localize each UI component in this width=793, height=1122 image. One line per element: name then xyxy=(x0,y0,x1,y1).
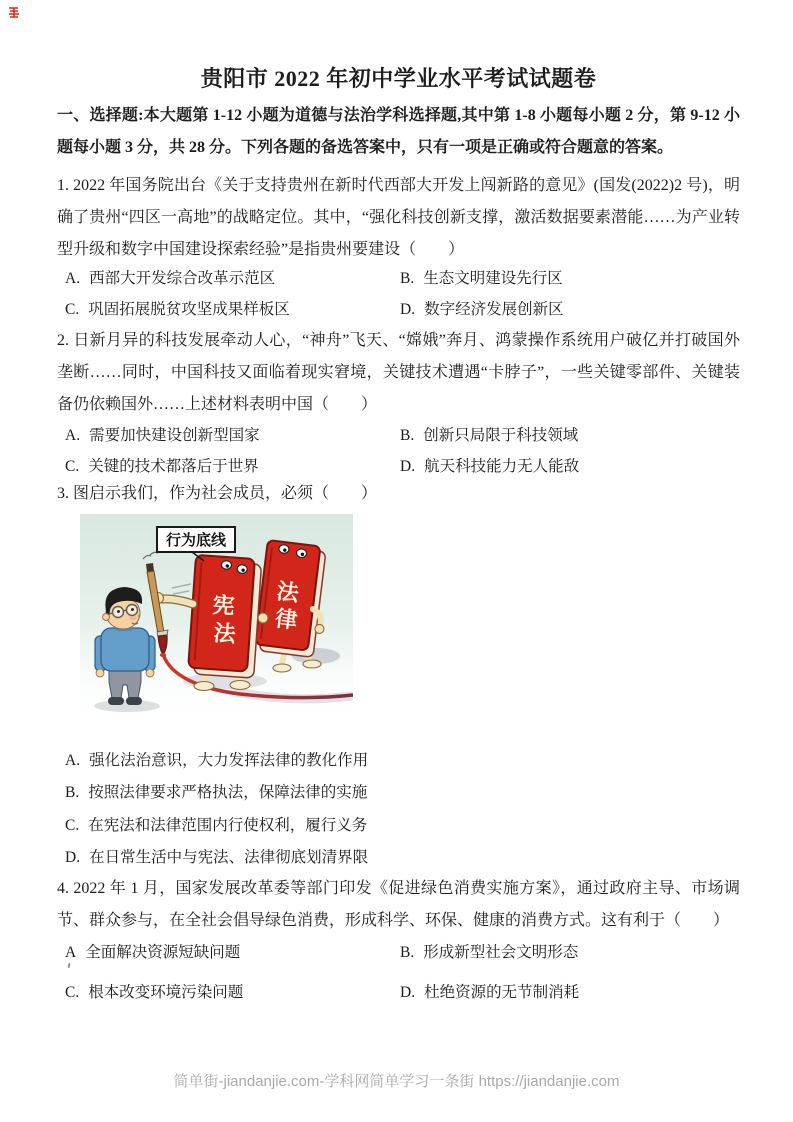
option-b: B. 形成新型社会文明形态 xyxy=(400,944,579,961)
option-d: D. 航天科技能力无人能敌 xyxy=(400,458,580,475)
question-3-options xyxy=(57,745,748,874)
option-b: B. 生态文明建设先行区 xyxy=(400,270,563,287)
question-4-stem: 4. 2022 年 1 月，国家发展改革委等部门印发《促进绿色消费实施方案》，通过政府主导、市场调节、群众参与，在全社会倡导绿色消费，形成科学、环保、健康的消费方式。这有利于（ ） xyxy=(57,880,740,929)
option-b: B. 按照法律要求严格执法，保障法律的实施 xyxy=(65,784,368,802)
question-4-options xyxy=(57,937,748,1008)
option-d: D. 杜绝资源的无节制消耗 xyxy=(400,984,580,1001)
watermark-footer: 简单街-jiandanjie.com-学科网简单学习一条街 https://jiandanjie.com xyxy=(173,1073,620,1090)
option-a: A. 需要加快建设创新型国家 xyxy=(65,427,260,444)
option-d: D. 在日常生活中与宪法、法律彻底划清界限 xyxy=(65,848,369,866)
option-b: B. 创新只局限于科技领域 xyxy=(400,427,579,444)
option-a: A. 西部大开发综合改革示范区 xyxy=(65,270,276,287)
callout-label-text: 行为底线 xyxy=(165,533,227,549)
question-1-stem: 1. 2022 年国务院出台《关于支持贵州在新时代西部大开发上闯新路的意见》(国发(2022)2 号)，明确了贵州“四区一高地”的战略定位。其中，“强化科技创新支撑，激活数据要素潜能……为产业转型升级和数字中国建设探索经验”是指贵州要建设（ ） xyxy=(57,177,740,258)
option-a: A 全面解决资源短缺问题 xyxy=(65,944,241,961)
constitution-book-char-1: 宪 xyxy=(211,592,236,619)
page-title: 贵阳市 2022 年初中学业水平考试试题卷 xyxy=(200,66,597,91)
document-body xyxy=(57,0,740,1122)
option-c: C. 关键的技术都落后于世界 xyxy=(65,458,259,475)
option-c: C. 在宪法和法律范围内行使权利，履行义务 xyxy=(65,816,368,834)
question-2-options xyxy=(57,420,748,482)
question-2-stem: 2. 日新月异的科技发展牵动人心，“神舟”飞天、“嫦娥”奔月、鸿蒙操作系统用户破亿并打破国外垄断……同时，中国科技又面临着现实窘境，关键技术遭遇“卡脖子”，一些关键零部件、关键装备仍依赖国外……上述材料表明中国（ ） xyxy=(57,332,740,413)
law-book-char-1: 法 xyxy=(275,578,301,607)
law-book-char-2: 律 xyxy=(273,605,299,634)
option-c: C. 巩固拓展脱贫攻坚成果样板区 xyxy=(65,301,290,318)
section-header: 一、选择题:本大题第 1-12 小题为道德与法治学科选择题,其中第 1-8 小题每小题 2 分，第 9-12 小题每小题 3 分，共 28 分。下列各题的备选答案中，只有一项是正确或符合题意的答案。 xyxy=(57,107,740,156)
corner-stamp-icon xyxy=(7,6,21,24)
constitution-book-char-2: 法 xyxy=(212,620,237,647)
question-3-cartoon xyxy=(80,514,353,714)
option-d: D. 数字经济发展创新区 xyxy=(400,301,564,318)
option-c: C. 根本改变环境污染问题 xyxy=(65,984,244,1001)
book-hand xyxy=(258,613,268,623)
question-3-stem: 3. 图启示我们，作为社会成员，必须（ ） xyxy=(57,485,378,502)
question-1-options xyxy=(57,263,748,325)
option-a: A. 强化法治意识，大力发挥法律的教化作用 xyxy=(65,752,369,769)
